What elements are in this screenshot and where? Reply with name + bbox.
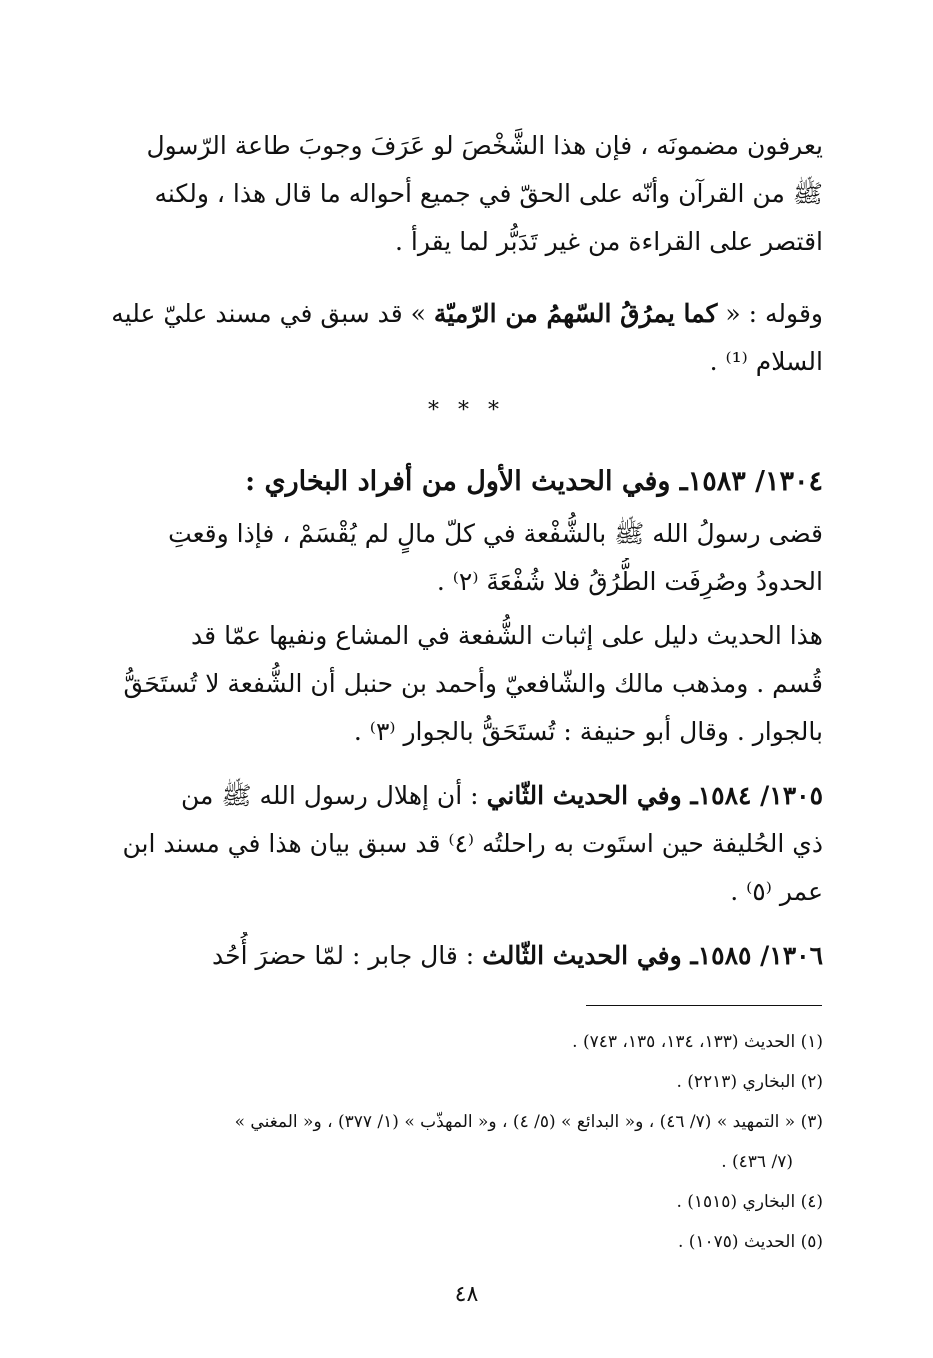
quoted-hadith: كما يمرُقُ السّهمُ من الرّميّة <box>433 299 718 328</box>
text-line: قُسم . ومذهب مالك والشّافعيّ وأحمد بن حنبل أن الشُّفعة لا تُستَحَقُّ <box>123 669 823 698</box>
heading-line <box>93 932 823 980</box>
footnote: (٣) « التمهيد » (٧/ ٤٦) ، و« البدائع » (٥/ ٤) ، و« المهذّب » (١/ ٣٧٧) ، و« المغني » <box>234 1112 823 1132</box>
page-number: ٤٨ <box>454 1282 479 1307</box>
quote-rest: » قد سبق في مسند عليّ عليه <box>111 299 426 328</box>
text-line: اقتصر على القراءة من غير تَدَبُّر لما يقرأ . <box>395 227 823 256</box>
text-line: ذي الحُليفة حين استَوت به راحلتُه ⁽٤⁾ قد سبق بيان هذا في مسند ابن <box>122 829 823 858</box>
quote-open: وقوله : « <box>725 299 823 328</box>
hadith-1304-text <box>93 510 823 606</box>
text-line: بالجوار . وقال أبو حنيفة : تُستَحَقُّ بالجوار ⁽٣⁾ . <box>353 717 823 746</box>
footnote-separator <box>586 1005 822 1006</box>
footnote: (١) الحديث (١٣٣، ١٣٤، ١٣٥، ٧٤٣) . <box>572 1032 823 1052</box>
footnote: (٤) البخاري (١٥١٥) . <box>676 1192 823 1212</box>
paragraph-2 <box>93 290 823 386</box>
heading-line <box>93 772 823 820</box>
hadith-1304-commentary <box>93 612 823 756</box>
text-line: يعرفون مضمونَه ، فإن هذا الشَّخْصَ لو عَرَفَ وجوبَ طاعة الرّسول <box>146 131 823 160</box>
heading-title: ـ وفي الحديث الأول من أفراد البخاري : <box>245 466 688 497</box>
heading-line <box>93 458 823 506</box>
heading-title: ـ وفي الحديث الثّالث <box>482 941 698 970</box>
text-line: قضى رسولُ الله ﷺ بالشُّفْعة في كلّ مالٍ لم يُقْسَمْ ، فإذا وقعتِ <box>168 519 823 548</box>
hadith-number: ١٣٠٤/ ١٥٨٣ <box>687 466 823 497</box>
hadith-1305 <box>93 772 823 916</box>
footnotes <box>83 1022 823 1262</box>
text-line: السلام ⁽¹⁾ . <box>709 347 823 376</box>
hadith-number: ١٣٠٥/ ١٥٨٤ <box>697 781 823 810</box>
text-line: الحدودُ وصُرِفَت الطُّرُقُ فلا شُفْعَةَ ⁽٢⁾ . <box>436 567 823 596</box>
hadith-number: ١٣٠٦/ ١٥٨٥ <box>697 941 823 970</box>
paragraph-1 <box>93 122 823 266</box>
text-line: ﷺ من القرآن وأنّه على الحقّ في جميع أحواله ما قال هذا ، ولكنه <box>154 179 823 208</box>
hadith-1304-heading <box>93 458 823 506</box>
footnote-continuation: (٧/ ٤٣٦) . <box>721 1152 793 1172</box>
heading-rest: : أن إهلال رسول الله ﷺ من <box>181 781 479 810</box>
section-divider: * * * <box>428 398 505 423</box>
text-line: هذا الحديث دليل على إثبات الشُّفعة في المشاع ونفيها عمّا قد <box>191 621 823 650</box>
heading-title: ـ وفي الحديث الثّاني <box>486 781 698 810</box>
footnote: (٥) الحديث (١٠٧٥) . <box>677 1232 823 1252</box>
text-line: عمر ⁽٥⁾ . <box>730 877 823 906</box>
text-line <box>93 290 823 338</box>
hadith-1306 <box>93 932 823 980</box>
footnote: (٢) البخاري (٢٢١٣) . <box>676 1072 823 1092</box>
heading-rest: : قال جابر : لمّا حضرَ أُحُد <box>212 941 475 970</box>
